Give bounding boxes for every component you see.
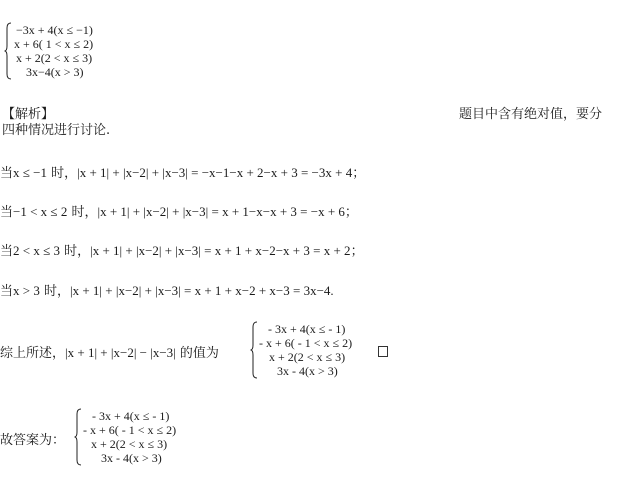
piecewise-row: 3x - 4(x > 3) <box>277 364 338 378</box>
analysis-intro-continued: 四种情况进行讨论. <box>2 123 111 138</box>
piecewise-row: x + 2(2 < x ≤ 3) <box>16 51 93 65</box>
analysis-intro-right: 题目中含有绝对值，要分 <box>459 107 603 122</box>
case-expression: |x + 1| + |x−2| + |x−3| = x + 1 + x−2 + x−3 = 3x−4. <box>70 283 334 298</box>
piecewise-row: x + 2(2 < x ≤ 3) <box>269 350 346 364</box>
piecewise-row: - 3x + 4(x ≤ - 1) <box>92 409 170 423</box>
case-expression: |x + 1| + |x−2| + |x−3| = x + 1−x−x + 3 = −x + 6 <box>97 204 345 219</box>
case-line-2: 当−1 < x ≤ 2 时，|x + 1| + |x−2| + |x−3| = x + 1−x−x + 3 = −x + 6； <box>0 204 358 220</box>
case-condition: x ≤ −1 <box>13 165 47 180</box>
piecewise-row: 3x - 4(x > 3) <box>101 451 162 465</box>
piecewise-row: - x + 6( - 1 < x ≤ 2) <box>259 336 353 350</box>
top-piecewise <box>4 22 144 80</box>
answer-line <box>0 431 65 449</box>
piecewise-row: −3x + 4(x ≤ −1) <box>16 23 93 37</box>
case-line-3: 当2 < x ≤ 3 时，|x + 1| + |x−2| + |x−3| = x + 1 + x−2−x + 3 = x + 2； <box>0 243 364 259</box>
summary-piecewise <box>250 321 390 379</box>
case-expression: |x + 1| + |x−2| + |x−3| = x + 1 + x−2−x + 3 = x + 2 <box>90 243 351 258</box>
case-condition: x > 3 <box>13 283 40 298</box>
piecewise-row: x + 2(2 < x ≤ 3) <box>91 437 168 451</box>
left-brace <box>74 408 80 466</box>
answer-piecewise <box>74 408 214 466</box>
left-brace <box>250 321 256 379</box>
piecewise-row: - 3x + 4(x ≤ - 1) <box>268 322 346 336</box>
answer-box-icon <box>378 346 388 357</box>
left-brace <box>4 22 10 80</box>
case-line-1: 当x ≤ −1 时，|x + 1| + |x−2| + |x−3| = −x−1−x + 2−x + 3 = −3x + 4； <box>0 165 366 181</box>
piecewise-row: x + 6( 1 < x ≤ 2) <box>14 37 94 51</box>
piecewise-row: 3x−4(x > 3) <box>26 65 84 79</box>
case-condition: −1 < x ≤ 2 <box>13 204 68 219</box>
case-condition: 2 < x ≤ 3 <box>13 243 60 258</box>
answer-label: 故答案为： <box>0 433 66 448</box>
piecewise-row: - x + 6( - 1 < x ≤ 2) <box>83 423 177 437</box>
case-line-4: 当x > 3 时，|x + 1| + |x−2| + |x−3| = x + 1 + x−2 + x−3 = 3x−4. <box>0 283 334 299</box>
case-expression: |x + 1| + |x−2| + |x−3| = −x−1−x + 2−x + 3 = −3x + 4 <box>77 165 353 180</box>
summary-expression: |x + 1| + |x−2| − |x−3| <box>65 345 176 360</box>
summary-line: 综上所述，|x + 1| + |x−2| − |x−3| 的值为 <box>0 345 219 361</box>
analysis-heading: 【解析】 <box>2 107 55 122</box>
